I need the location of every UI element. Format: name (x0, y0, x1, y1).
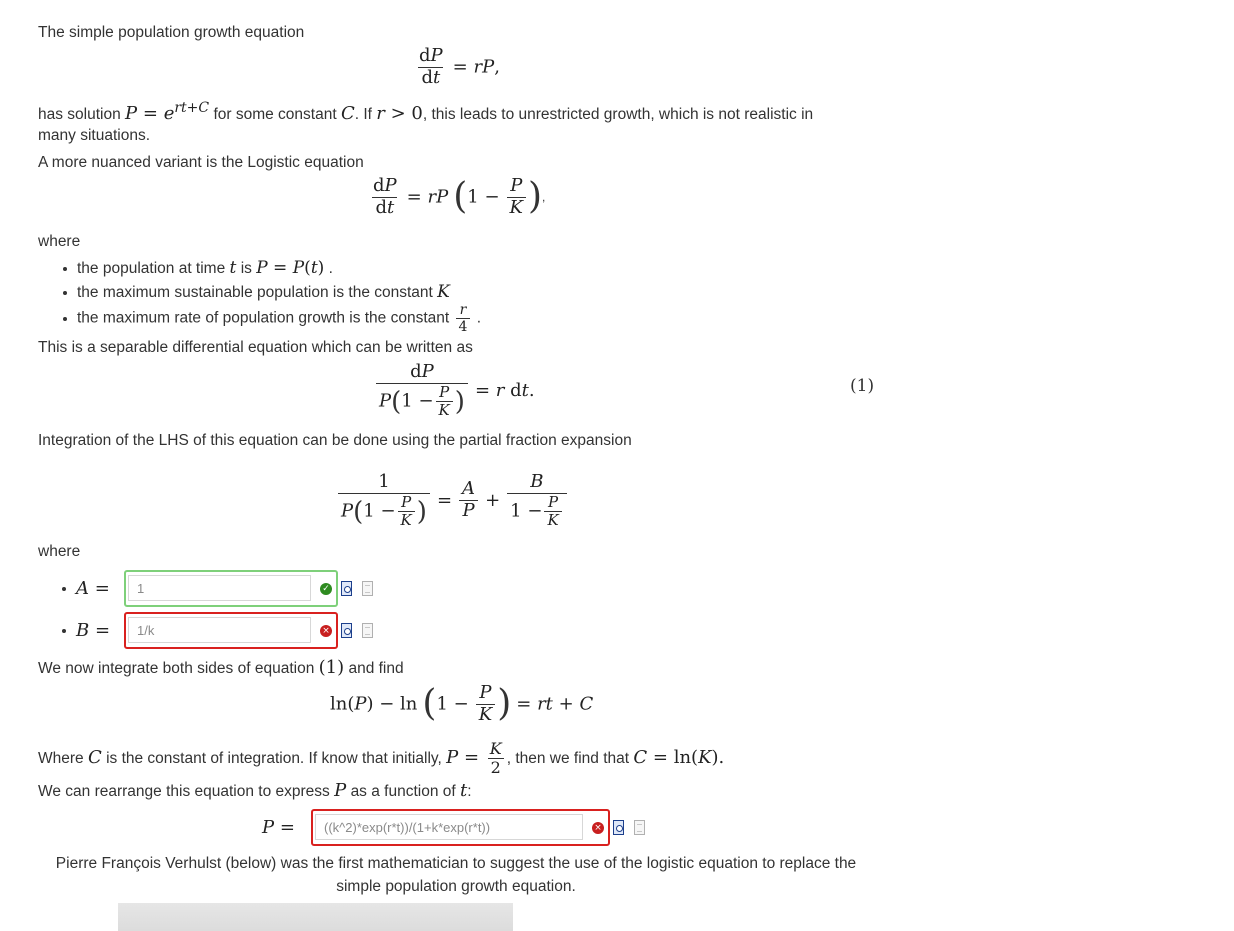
verhulst-text-cont: simple population growth equation. (336, 878, 576, 895)
solution-text-cont: many situations. (38, 127, 150, 144)
answer-a-input[interactable]: 1 (128, 575, 311, 601)
preview-icon[interactable] (341, 581, 352, 596)
answer-b-input[interactable]: 1/k (128, 617, 311, 643)
constant-text: Where C is the constant of integration. If know that initially, P = $\frac{K}{2}$ , then we find that C = ln(K). (38, 739, 725, 778)
partial-fraction-text: Integration of the LHS of this equation can be done using the partial fraction expansion (38, 432, 632, 449)
preview-icon[interactable] (613, 820, 624, 835)
separable-text: This is a separable differential equation which can be written as (38, 339, 473, 356)
syntax-help-icon[interactable] (362, 623, 373, 638)
logistic-intro: A more nuanced variant is the Logistic equation (38, 154, 364, 171)
equation-separable: dP P(1 − $\frac{P}{K}$ ) = r dt. (374, 362, 535, 419)
where-label-1: where (38, 233, 81, 250)
bullet-population: the population at time t is P = P(t) . (63, 258, 333, 278)
integrate-text: We now integrate both sides of equation (1) and find (38, 657, 404, 678)
rearrange-text: We can rearrange this equation to express P as a function of t: (38, 780, 472, 801)
verhulst-text: Pierre François Verhulst (below) was the first mathematician to suggest the use of the logistic equation to replace the (55, 855, 857, 872)
syntax-help-icon[interactable] (634, 820, 645, 835)
equation-simple-growth: $\frac{dP}{dt}$ = rP, (419, 45, 500, 88)
solution-text: has solution $P = e^{rt+C}$ for some constant C. If r > 0, this leads to unrestricted growth, which is not realistic in (38, 100, 814, 124)
x-circle-icon: × (592, 822, 604, 834)
bullet-max-rate: the maximum rate of population growth is the constant $\frac{r}{4}$ . (63, 302, 481, 335)
answer-p-label: P = (262, 817, 295, 838)
answer-p-input[interactable]: ((k^2)*exp(r*t))/(1+k*exp(r*t)) (315, 814, 583, 840)
equation-log: ln(P) − ln (1 − $\frac{P}{K}$ ) = rt + C (330, 682, 594, 725)
answer-a-label: A = (62, 578, 110, 599)
verhulst-portrait (118, 903, 513, 931)
where-label-2: where (38, 543, 81, 560)
intro-text: The simple population growth equation (38, 24, 305, 41)
equation-logistic: $\frac{dP}{dt}$ = rP (1 − $\frac{P}{K}$ ), (373, 175, 546, 218)
preview-icon[interactable] (341, 623, 352, 638)
equation-partial-fractions: 1 P(1 − $\frac{P}{K}$ ) = $\frac{A}{P}$ + B 1 − $\frac{P}{K}$ (336, 472, 569, 529)
bullet-max-population: the maximum sustainable population is the constant K (63, 282, 450, 302)
x-circle-icon: × (320, 625, 332, 637)
check-circle-icon: ✓ (320, 583, 332, 595)
syntax-help-icon[interactable] (362, 581, 373, 596)
answer-b-label: B = (62, 620, 110, 641)
equation-number: (1) (850, 376, 875, 396)
